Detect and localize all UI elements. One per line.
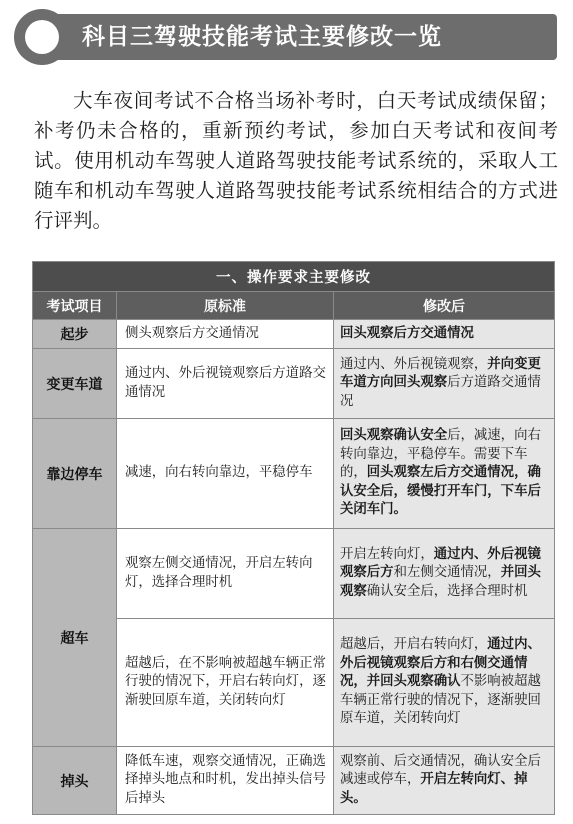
column-header-original: 原标准 [117,292,334,320]
revised-text-run: 后，减速，向右转向靠边，平稳停车。 [340,428,541,462]
row-item: 靠边停车 [33,419,117,529]
revised-text-run: 确认安全后，选择合理时机 [366,583,528,599]
revised-text-run: 并向变更车道方向回头观察 [340,356,541,391]
revised-text-run: 通过内、外后视镜观察， [340,356,488,372]
row-original: 超越后，在不影响被超越车辆正常行驶的情况下，开启右转向灯，逐渐驶回原车道，关闭转向灯 [117,619,334,747]
table-title: 一、操作要求主要修改 [33,262,555,292]
circle-icon-inner [25,20,59,54]
table-row [33,349,555,419]
row-revised [334,320,555,349]
row-item: 掉头 [33,747,117,815]
revised-text-run: 需要下车的， [340,446,528,481]
table-title-row [33,262,555,292]
row-original: 减速，向右转向靠边，平稳停车 [117,419,334,529]
table-row [33,419,555,529]
revised-text-run: 通过内、外后视镜观察后方 [340,546,541,581]
page-title: 科目三驾驶技能考试主要修改一览 [82,24,442,50]
table-row [33,529,555,619]
revised-text-run: 通过内、外后视镜观察后方和右侧交通情况，并回头观察确认 [340,637,541,690]
revised-text-run: 回头观察左后方交通情况，确认安全后，缓慢打开车门，下车后关闭车门。 [340,465,541,518]
row-revised [334,419,555,529]
revised-text-run: 并回头观察 [340,565,541,599]
row-item: 起步 [33,320,117,349]
intro-paragraph: 大车夜间考试不合格当场补考时，白天考试成绩保留；补考仍未合格的，重新预约考试，参加白天考试和夜间考试。使用机动车驾驶人道路驾驶技能考试系统的，采取人工随车和机动车驾驶人道路驾驶技能考试系统相结合的方式进行评判。 [34,89,558,232]
revised-text-run: 超越后，开启右转向灯， [340,637,488,653]
revised-text-run: 开启左转向灯， [340,546,434,562]
revised-text-run: 不影响被超越车辆正常行驶的情况下，逐渐驶回原车道，关闭转向灯 [340,674,541,727]
circle-icon [14,9,70,65]
row-original: 通过内、外后视镜观察后方道路交通情况 [117,349,334,419]
table-row [33,747,555,815]
revised-text-run: 观察前、后交通情况，确认安全后减速或停车， [340,753,541,788]
table-row [33,320,555,349]
revised-text-run: 和左侧交通情况， [393,565,501,581]
row-item: 变更车道 [33,349,117,419]
revision-table [32,261,555,815]
row-original: 观察左侧交通情况，开启左转向灯，选择合理时机 [117,529,334,619]
column-header-item: 考试项目 [33,292,117,320]
revised-text-run: 开启左转向灯、掉头。 [340,772,528,806]
row-original: 降低车速，观察交通情况，正确选择掉头地点和时机，发出掉头信号后掉头 [117,747,334,815]
row-revised [334,619,555,747]
row-revised [334,747,555,815]
row-revised [334,529,555,619]
revised-text-run: 回头观察确认安全 [340,428,448,444]
row-revised [334,349,555,419]
revised-text-run: 后方道路交通情况 [340,375,541,409]
row-item: 超车 [33,529,117,747]
revised-text-run: 回头观察后方交通情况 [340,325,474,341]
header-banner [14,9,557,65]
row-original: 侧头观察后方交通情况 [117,320,334,349]
column-header-revised: 修改后 [334,292,555,320]
table-header-row [33,292,555,320]
